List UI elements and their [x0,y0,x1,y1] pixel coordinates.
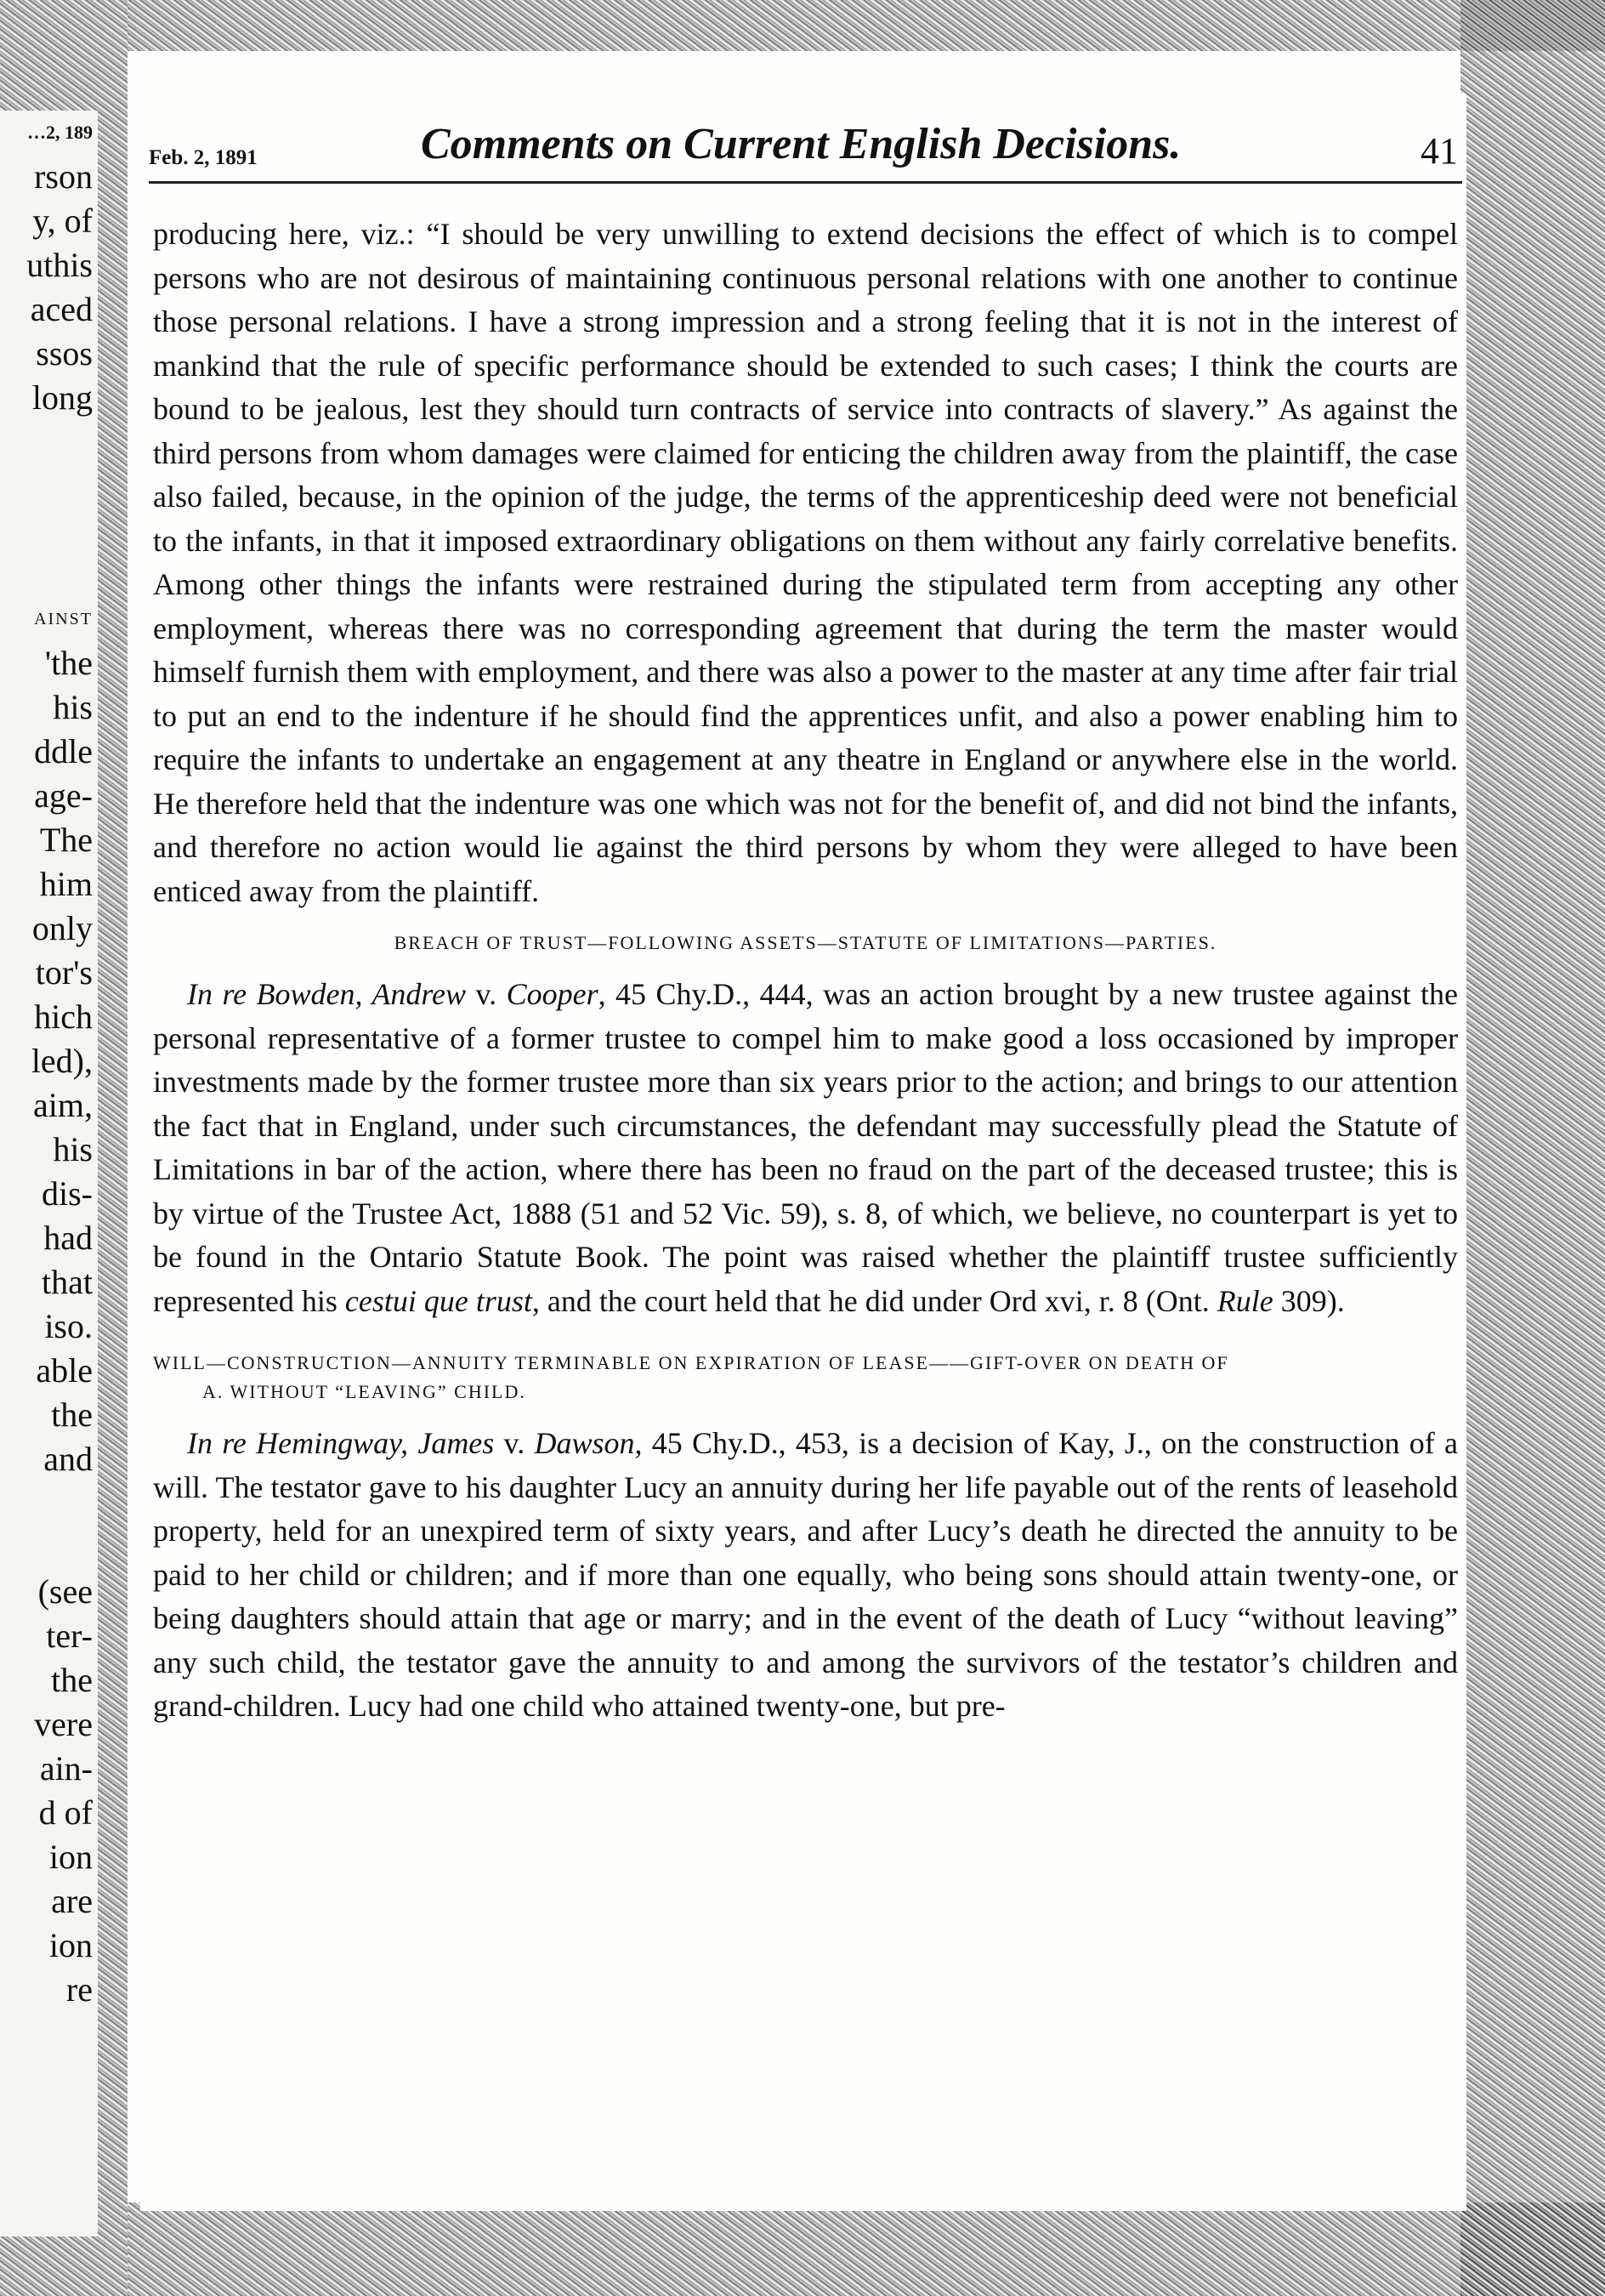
prev-page-line: ssos [36,334,93,372]
prev-page-line: the [51,1661,93,1699]
prev-page-line: iso. [44,1307,93,1345]
prev-page-line: hich [34,997,93,1036]
paragraph-hemingway [153,1422,1458,1729]
prev-page-line: able [36,1351,93,1390]
prev-page-line: ter- [46,1617,93,1655]
prev-page-header-fragment: …2, 189 [27,122,93,143]
prev-page-line: ion [48,1838,93,1876]
article-body [153,213,1458,1729]
prev-page-line: re [65,1970,93,2009]
heading-line: WILL—CONSTRUCTION—ANNUITY TERMINABLE ON EXPIRATION OF LEASE——GIFT-OVER ON DEATH OF [153,1352,1229,1373]
running-title: Comments on Current English Decisions. [421,120,1182,168]
prev-page-line: The [39,821,93,859]
prev-page-line: y, of [32,202,93,240]
paragraph-text: , 45 Chy.D., 444, was an action brought by a new trustee against the personal representative of a former trustee to compel him to make good a loss occasioned by improper investments made by the former trustee more than six years prior to the action; and brings to our attention the fact that in England, under such circumstances, the defendant may successfully plead the Statute of Limitations in bar of the action, where there has been no fraud on the part of the deceased trustee; this is by virtue of the Trustee Act, 1888 (51 and 52 Vic. 59), s. 8, of which, we believe, no counterpart is yet to be found in the Ontario Statute Book. The point was raised whether the plaintiff trustee sufficiently represented his [153,977,1459,1318]
case-name-defendant: Cooper [506,977,598,1011]
prev-page-line: vere [34,1705,93,1743]
prev-page-line: d of [38,1793,93,1832]
book-page [140,94,1466,2211]
versus: v. [494,1426,535,1460]
paragraph-text: 309). [1273,1283,1345,1318]
prev-page-line: his [53,1130,93,1168]
prev-page-line: ddle [34,732,93,770]
paragraph-specific-performance: producing here, viz.: “I should be very unwilling to extend decisions the effect of which is to compel persons who are not desirous of maintaining continuous personal relations with one another to continue those personal relations. I have a strong impression and a strong feeling that it is not in the interest of mankind that the rule of specific performance should be extended to such cases; I think the courts are bound to be jealous, lest they should turn contracts of service into contracts of slavery.” As against the third persons from whom damages were claimed for enticing the children away from the plaintiff, the case also failed, because, in the opinion of the judge, the terms of the apprenticeship deed were not beneficial to the infants, in that it imposed extraordinary obligations on them without any fairly correlative benefits. Among other things the infants were restrained during the stipulated term from accepting any other employment, whereas there was no corresponding agreement that during the term the master would himself furnish them with employment, and there was also a power to the master at any time after fair trial to put an end to the indenture if he should find the apprentices unfit, and also a power enabling him to require the infants to undertake an engagement at any theatre in England or anywhere else in the world. He therefore held that the indenture was one which was not for the benefit of, and did not bind the infants, and therefore no action would lie against the third persons by whom they were alleged to have been enticed away from the plaintiff. [153,217,1458,908]
prev-page-line: aim, [33,1086,93,1124]
italic-term: cestui que trust [344,1283,532,1318]
previous-page-strip [0,111,98,2236]
case-name: In re Bowden, Andrew [187,977,466,1011]
page-number: 41 [1421,130,1458,172]
scan-border-bottom [128,2202,1605,2296]
prev-page-line: age- [34,776,93,815]
prev-page-small-caps: AINST [34,610,93,628]
section-heading-will-construction [153,1349,1458,1407]
prev-page-line: 'the [44,644,93,682]
case-name: In re Hemingway, James [187,1426,495,1460]
scan-border-top [128,0,1605,51]
prev-page-line: led), [31,1042,93,1080]
scan-border-right [1460,0,1605,2296]
italic-term: Rule [1217,1283,1273,1318]
prev-page-line: are [51,1882,93,1920]
prev-page-line: ion [48,1926,93,1964]
prev-page-line: him [39,865,93,903]
prev-page-line: his [53,688,93,726]
paragraph-text: , 45 Chy.D., 453, is a decision of Kay, J., on the construction of a will. The testator gave to his daughter Lucy an annuity during her life payable out of the rents of leasehold property, held for an unexpired term of sixty years, and after Lucy’s death he directed the annuity to be paid to her child or children; and if more than one equally, who being sons should attain twenty-one, or being daughters should attain that age or marry; and in the event of the death of Lucy “without leaving” any such child, the testator gave the annuity to and among the survivors of the testator’s children and grand-children. Lucy had one child who attained twenty-one, but pre- [153,1426,1458,1723]
prev-page-line: only [31,909,93,947]
prev-page-line: dis- [42,1174,93,1213]
paragraph-text: , and the court held that he did under Ord xvi, r. 8 (Ont. [531,1283,1217,1318]
prev-page-line: had [43,1219,93,1257]
case-name-defendant: Dawson [534,1426,635,1460]
prev-page-line: ain- [39,1749,93,1787]
paragraph-bowden [153,973,1458,1323]
prev-page-line: tor's [35,953,93,992]
prev-page-line: long [31,378,93,417]
issue-date: Feb. 2, 1891 [149,146,258,169]
heading-line: A. WITHOUT “LEAVING” CHILD. [202,1381,526,1402]
prev-page-line: (see [37,1572,93,1611]
prev-page-line: aced [30,290,93,328]
prev-page-line: rson [34,157,93,196]
header-rule [149,181,1462,184]
section-heading-breach-of-trust: BREACH OF TRUST—FOLLOWING ASSETS—STATUTE OF LIMITATIONS—PARTIES. [394,932,1217,953]
running-head [149,119,1458,187]
prev-page-line: that [42,1263,93,1301]
prev-page-line: uthis [26,246,93,284]
versus: v. [466,977,507,1011]
prev-page-line: and [43,1440,93,1478]
prev-page-line: the [51,1395,93,1434]
